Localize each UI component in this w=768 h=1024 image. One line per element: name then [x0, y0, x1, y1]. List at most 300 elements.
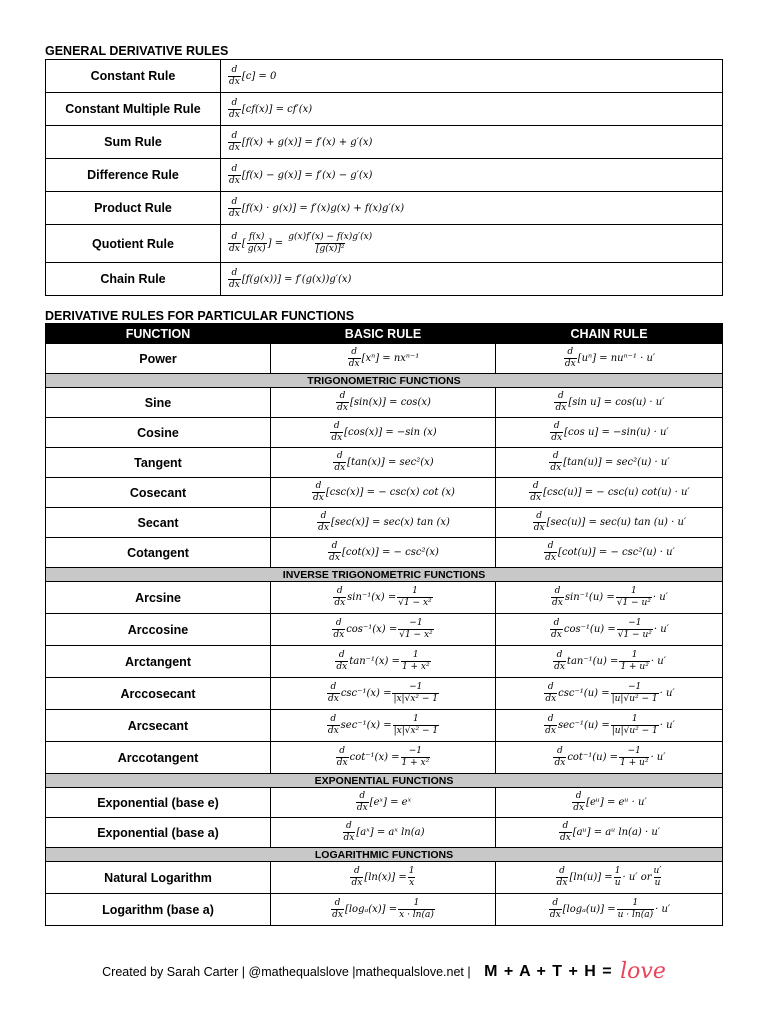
- fraction-numerator: d: [338, 650, 345, 660]
- fraction-numerator: d: [231, 232, 238, 242]
- inverse-trig-category-row: [46, 568, 723, 582]
- general-rule-row: [46, 126, 723, 159]
- fraction-numerator: d: [333, 421, 340, 431]
- formula: [528, 482, 689, 503]
- fraction-numerator: d: [330, 682, 337, 692]
- d-dx-operator: [327, 715, 340, 736]
- rule-label: Cosecant: [129, 485, 187, 500]
- formula-text: [cos u] = −sin(u) · u′: [564, 427, 669, 438]
- function-name-cell: [46, 894, 271, 926]
- fraction-denominator: dx: [229, 76, 240, 87]
- basic-rule-cell: [271, 862, 496, 894]
- fraction-numerator: d: [359, 791, 366, 801]
- category-label: LOGARITHMIC FUNCTIONS: [314, 848, 454, 861]
- fraction: [616, 587, 652, 608]
- formula-lhs: [logₐ(u)] =: [562, 904, 616, 915]
- d-dx-operator: [551, 587, 564, 608]
- fraction-numerator: 1: [413, 714, 419, 724]
- fraction-numerator: −1: [627, 746, 641, 756]
- formula-text: [cos(x)] = −sin (x): [344, 427, 437, 438]
- rule-label: Quotient Rule: [92, 236, 174, 251]
- function-name-cell: [46, 818, 271, 848]
- rule-name-cell: [46, 263, 221, 296]
- fraction-numerator: d: [556, 650, 563, 660]
- fraction-numerator: d: [231, 196, 238, 207]
- function-name-cell: [46, 678, 271, 710]
- fraction-denominator: dx: [351, 878, 363, 888]
- formula-lhs: [logₐ(x)] =: [344, 904, 398, 915]
- fraction-numerator: d: [553, 618, 560, 628]
- rule-label: Exponential (base a): [97, 825, 219, 840]
- rule-label: Power: [139, 351, 177, 366]
- fraction-denominator: dx: [229, 109, 240, 120]
- rule-formula: $\frac{d}{dx}$ [ $\frac{f(x)}{g(x)}$ ] = $\frac{g(x)f'(x) - f(x)g'(x)}{\text{[g(x)]²}}$: [229, 232, 373, 254]
- rule-formula-cell: [221, 93, 723, 126]
- formula: [342, 822, 425, 843]
- fraction-denominator: x: [409, 878, 415, 888]
- function-row: [46, 448, 723, 478]
- category-cell: [46, 848, 723, 862]
- fraction-denominator: dx: [545, 694, 557, 704]
- rule-label: Exponential (base e): [97, 795, 219, 810]
- fraction-numerator: d: [547, 541, 554, 551]
- fraction-numerator: d: [231, 163, 238, 174]
- rule-label: Chain Rule: [100, 272, 166, 286]
- formula: [543, 715, 675, 736]
- chain-rule-cell: [496, 448, 723, 478]
- d-dx-operator: [228, 269, 241, 290]
- d-dx-operator: [228, 165, 241, 186]
- formula-lhs: tan⁻¹(u) =: [566, 656, 619, 667]
- d-dx-operator: [228, 99, 241, 120]
- fraction-numerator: d: [354, 866, 360, 876]
- fraction-numerator: d: [336, 586, 343, 596]
- column-header-row: [46, 324, 723, 344]
- formula: [555, 867, 664, 888]
- fraction-numerator: d: [320, 511, 327, 521]
- fraction-denominator: dx: [336, 758, 348, 768]
- fraction: [653, 867, 663, 888]
- fraction-denominator: dx: [559, 833, 571, 843]
- formula-tail: · u′: [653, 624, 669, 635]
- function-row: [46, 582, 723, 614]
- fraction-numerator: d: [559, 866, 565, 876]
- formula-tail: · u′: [659, 688, 675, 699]
- fraction-numerator: d: [547, 682, 554, 692]
- fraction-numerator: d: [554, 586, 561, 596]
- formula: [327, 542, 439, 563]
- fraction-denominator: dx: [551, 433, 563, 443]
- function-name-cell: [46, 788, 271, 818]
- fraction-denominator: √1 − u²: [617, 630, 652, 640]
- formula-mid: · u′ or: [622, 872, 652, 883]
- fraction-numerator: d: [335, 618, 342, 628]
- fraction-numerator: 1: [614, 866, 621, 876]
- formula: [549, 619, 669, 640]
- rule-label: Constant Multiple Rule: [65, 102, 201, 116]
- d-dx-operator: [572, 792, 585, 813]
- formula: [543, 542, 675, 563]
- d-dx-operator: [556, 867, 569, 888]
- formula: [571, 792, 646, 813]
- d-dx-operator: [333, 587, 346, 608]
- rule-formula: [227, 132, 372, 153]
- function-row: [46, 818, 723, 848]
- fraction-denominator: dx: [550, 463, 562, 473]
- function-row: [46, 614, 723, 646]
- formula: [550, 587, 668, 608]
- column-header: [46, 324, 271, 344]
- fraction-denominator: |u|√u² − 1: [611, 694, 658, 704]
- function-name-cell: [46, 344, 271, 374]
- fraction-denominator: dx: [552, 598, 563, 608]
- footer-credit: Created by Sarah Carter | @mathequalslove |mathequalslove.net |: [102, 964, 471, 979]
- rule-label: Logarithm (base a): [102, 902, 214, 917]
- fraction-denominator: |x|√x² − 1: [393, 726, 439, 736]
- fraction-denominator: dx: [229, 279, 240, 290]
- rule-label: Sine: [144, 395, 172, 410]
- d-dx-operator: [544, 542, 557, 563]
- fraction-denominator: dx: [327, 694, 339, 704]
- rule-label: Arccosecant: [120, 686, 196, 701]
- fraction-numerator: 1: [632, 898, 639, 908]
- fraction-numerator: 1: [631, 714, 638, 724]
- rule-label: Arctangent: [125, 654, 191, 669]
- fraction-numerator: 1: [631, 650, 638, 660]
- basic-rule-cell: [271, 448, 496, 478]
- trig-category-row: [46, 374, 723, 388]
- formula-lhs: csc⁻¹(u) =: [558, 688, 610, 699]
- rule-formula-cell: [221, 126, 723, 159]
- formula-text: [csc(u)] = − csc(u) cot(u) · u′: [543, 487, 690, 498]
- formula-lhs: [ln(u)] =: [569, 872, 613, 883]
- formula-text: [xⁿ] = nxⁿ⁻¹: [361, 353, 420, 364]
- rule-name-cell: [46, 60, 221, 93]
- fraction-numerator: d: [231, 97, 238, 108]
- fraction-numerator: d: [553, 421, 560, 431]
- fraction-denominator: dx: [551, 630, 562, 640]
- rule-label: Secant: [137, 515, 179, 530]
- formula-text: [tan(u)] = sec²(u) · u′: [563, 457, 670, 468]
- d-dx-operator: [336, 392, 349, 413]
- formula: [548, 899, 670, 920]
- fraction-numerator: d: [231, 267, 238, 278]
- formula-text: [aˣ] = aˣ ln(a): [356, 827, 425, 838]
- chain-rule-cell: [496, 710, 723, 742]
- formula-text: [cot(u)] = − csc²(u) · u′: [558, 547, 675, 558]
- fraction: [619, 651, 649, 672]
- column-header-label: CHAIN RULE: [570, 326, 648, 341]
- formula-text: [f(g(x))] = f′(g(x))g′(x): [241, 273, 352, 285]
- fraction-numerator: d: [562, 821, 569, 831]
- fraction-denominator: dx: [348, 359, 360, 369]
- formula-lhs: cot⁻¹(u) =: [567, 752, 619, 763]
- fraction-denominator: [g(x)]²: [315, 244, 345, 254]
- particular-rules-table: [45, 323, 723, 926]
- fraction: [617, 619, 653, 640]
- rule-label: Product Rule: [94, 201, 172, 215]
- category-cell: [46, 774, 723, 788]
- fraction-denominator: dx: [229, 142, 240, 153]
- column-header-label: FUNCTION: [125, 326, 191, 341]
- general-rule-row: [46, 93, 723, 126]
- formula: [349, 867, 416, 888]
- fraction-numerator: −1: [408, 746, 423, 756]
- function-name-cell: [46, 478, 271, 508]
- fraction-numerator: d: [547, 714, 554, 724]
- formula-tail: · u′: [652, 592, 668, 603]
- function-name-cell: [46, 862, 271, 894]
- basic-rule-cell: [271, 538, 496, 568]
- formula: [335, 747, 431, 768]
- formula-tail: · u′: [650, 752, 666, 763]
- rule-label: Constant Rule: [90, 69, 176, 83]
- fraction-denominator: dx: [556, 878, 568, 888]
- formula-tail: · u′: [659, 720, 675, 731]
- d-dx-operator: [529, 482, 542, 503]
- chain-rule-cell: [496, 894, 723, 926]
- fraction-denominator: dx: [229, 244, 240, 254]
- chain-rule-cell: [496, 788, 723, 818]
- rule-formula: [227, 198, 404, 219]
- general-rules-table: [45, 59, 723, 296]
- fraction-numerator: 1: [630, 586, 637, 596]
- fraction: [398, 899, 435, 920]
- fraction-numerator: u′: [653, 866, 662, 876]
- fraction-denominator: u: [614, 878, 621, 888]
- function-row: [46, 344, 723, 374]
- formula-tail: · u′: [655, 904, 671, 915]
- formula: [543, 683, 674, 704]
- rule-formula-cell: [221, 225, 723, 263]
- formula-lhs: [ln(x)] =: [364, 872, 407, 883]
- d-dx-operator: [554, 392, 567, 413]
- fraction: [398, 619, 433, 640]
- formula-lhs: sin⁻¹(x) =: [347, 592, 397, 603]
- fraction-denominator: dx: [318, 523, 329, 533]
- rule-formula-cell: [221, 60, 723, 93]
- basic-rule-cell: [271, 614, 496, 646]
- fraction-denominator: dx: [554, 662, 565, 672]
- formula-lhs: sec⁻¹(u) =: [558, 720, 610, 731]
- d-dx-operator: [343, 822, 356, 843]
- rule-label: Cosine: [137, 425, 179, 440]
- fraction: [619, 747, 649, 768]
- general-rule-row: [46, 159, 723, 192]
- chain-rule-cell: [496, 418, 723, 448]
- basic-rule-cell: [271, 710, 496, 742]
- formula-text: [sec(u)] = sec(u) tan (u) · u′: [546, 517, 687, 528]
- d-dx-operator: [228, 66, 241, 87]
- category-label: EXPONENTIAL FUNCTIONS: [314, 774, 454, 787]
- d-dx-operator: [549, 899, 562, 920]
- fraction-denominator: dx: [343, 833, 355, 843]
- chain-rule-cell: [496, 538, 723, 568]
- fraction-numerator: d: [532, 481, 539, 491]
- d-dx-operator: [356, 792, 369, 813]
- formula-text: [f(x) − g(x)] = f′(x) − g′(x): [241, 169, 373, 181]
- formula-text: [sin(x)] = cos(x): [349, 397, 431, 408]
- formula-text: [tan(x)] = sec²(x): [347, 457, 434, 468]
- fraction-denominator: dx: [332, 910, 343, 920]
- rule-formula: [227, 165, 372, 186]
- general-rules-heading: GENERAL DERIVATIVE RULES: [45, 44, 229, 58]
- formula: [558, 822, 660, 843]
- basic-rule-cell: [271, 478, 496, 508]
- formula: [332, 452, 433, 473]
- exponential-category-row: [46, 774, 723, 788]
- formula: [553, 392, 664, 413]
- basic-rule-cell: [271, 742, 496, 774]
- fraction-denominator: dx: [555, 403, 567, 413]
- d-dx-operator: [335, 651, 348, 672]
- basic-rule-cell: [271, 818, 496, 848]
- rule-name-cell: [46, 126, 221, 159]
- rule-name-cell: [46, 93, 221, 126]
- fraction-denominator: dx: [545, 553, 557, 563]
- formula-lhs: tan⁻¹(x) =: [349, 656, 400, 667]
- fraction-numerator: d: [552, 451, 559, 461]
- fraction-denominator: √1 − u²: [616, 598, 651, 608]
- fraction-numerator: d: [231, 130, 238, 141]
- formula-lhs: csc⁻¹(x) =: [340, 688, 392, 699]
- fraction-denominator: u: [654, 878, 661, 888]
- column-header: [271, 324, 496, 344]
- fraction-denominator: dx: [229, 175, 240, 186]
- formula-lhs: sec⁻¹(x) =: [340, 720, 392, 731]
- formula-text: [aᵘ] = aᵘ ln(a) · u′: [572, 827, 661, 838]
- chain-rule-cell: [496, 742, 723, 774]
- function-row: [46, 478, 723, 508]
- chain-rule-cell: [496, 582, 723, 614]
- fraction-numerator: d: [557, 746, 563, 756]
- rule-name-cell: [46, 192, 221, 225]
- function-name-cell: [46, 742, 271, 774]
- rule-label: Arcsecant: [127, 718, 189, 733]
- chain-rule-cell: [496, 614, 723, 646]
- d-dx-operator: [348, 348, 361, 369]
- fraction-numerator: d: [231, 64, 238, 75]
- fraction-numerator: d: [552, 898, 559, 908]
- function-name-cell: [46, 418, 271, 448]
- d-dx-operator: [350, 867, 363, 888]
- chain-rule-cell: [496, 862, 723, 894]
- function-row: [46, 678, 723, 710]
- formula-text: [c] = 0: [241, 70, 277, 82]
- rule-label: Natural Logarithm: [104, 870, 212, 885]
- rule-name-cell: [46, 159, 221, 192]
- category-label: INVERSE TRIGONOMETRIC FUNCTIONS: [282, 568, 486, 581]
- function-row: [46, 418, 723, 448]
- function-name-cell: [46, 508, 271, 538]
- formula-text: [f(x) · g(x)] = f′(x)g(x) + f(x)g′(x): [241, 202, 405, 214]
- function-name-cell: [46, 448, 271, 478]
- formula: [326, 715, 440, 736]
- function-row: [46, 862, 723, 894]
- fraction-denominator: dx: [313, 493, 324, 503]
- fraction-numerator: d: [336, 451, 343, 461]
- formula-text: [cot(x)] = − csc²(x): [341, 547, 439, 558]
- fraction: [611, 683, 659, 704]
- rule-formula-cell: [221, 263, 723, 296]
- fraction-numerator: 1: [412, 586, 418, 596]
- fraction-denominator: dx: [356, 803, 368, 813]
- d-dx-operator: [312, 482, 325, 503]
- formula-text: [cf(x)] = cf′(x): [241, 103, 313, 115]
- fraction-denominator: 1 + x²: [401, 758, 430, 768]
- column-header-label: BASIC RULE: [344, 326, 422, 341]
- basic-rule-cell: [271, 788, 496, 818]
- fraction-denominator: 1 + x²: [401, 662, 430, 672]
- fraction-numerator: f(x): [248, 232, 265, 242]
- d-dx-operator: [330, 422, 343, 443]
- fraction: [617, 899, 654, 920]
- function-row: [46, 508, 723, 538]
- fraction-denominator: dx: [337, 403, 348, 413]
- category-cell: [46, 374, 723, 388]
- d-dx-operator: [228, 132, 241, 153]
- rule-formula-cell: [221, 159, 723, 192]
- fraction-denominator: dx: [533, 523, 545, 533]
- formula-lhs: sin⁻¹(u) =: [564, 592, 615, 603]
- fraction-numerator: d: [315, 481, 322, 491]
- fraction-numerator: d: [339, 391, 346, 401]
- fraction: [392, 683, 439, 704]
- rule-formula: [227, 269, 351, 290]
- rule-label: Difference Rule: [87, 168, 179, 182]
- d-dx-operator: [553, 651, 566, 672]
- formula: [548, 452, 669, 473]
- fraction-denominator: 1 + u²: [620, 758, 649, 768]
- formula: [329, 422, 436, 443]
- formula-text: [eᵘ] = eᵘ · u′: [586, 797, 647, 808]
- fraction-denominator: dx: [336, 662, 348, 672]
- fraction: [397, 587, 432, 608]
- chain-rule-cell: [496, 818, 723, 848]
- fraction-numerator: d: [346, 821, 352, 831]
- formula: [330, 899, 436, 920]
- general-rule-row: [46, 263, 723, 296]
- fraction: [614, 867, 622, 888]
- formula: [316, 512, 450, 533]
- formula-lhs: cos⁻¹(u) =: [563, 624, 616, 635]
- formula: [335, 392, 431, 413]
- category-label: TRIGONOMETRIC FUNCTIONS: [307, 374, 461, 387]
- fraction: [247, 233, 267, 254]
- basic-rule-cell: [271, 678, 496, 710]
- fraction: [401, 651, 431, 672]
- fraction-denominator: dx: [327, 726, 339, 736]
- fraction-numerator: g(x)f′(x) − f(x)g′(x): [288, 232, 373, 242]
- d-dx-operator: [549, 452, 562, 473]
- basic-rule-cell: [271, 418, 496, 448]
- formula: [311, 482, 455, 503]
- formula: [552, 651, 666, 672]
- formula: [532, 512, 686, 533]
- fraction-denominator: dx: [549, 910, 561, 920]
- formula: [334, 651, 431, 672]
- function-name-cell: [46, 582, 271, 614]
- general-rule-row: [46, 192, 723, 225]
- formula-text: [uⁿ] = nuⁿ⁻¹ · u′: [577, 353, 656, 364]
- fraction-denominator: dx: [229, 208, 240, 219]
- fraction-numerator: d: [567, 347, 574, 357]
- fraction-denominator: dx: [573, 803, 585, 813]
- reference-sheet: [45, 44, 722, 926]
- d-dx-operator: [550, 619, 563, 640]
- rule-label: Sum Rule: [104, 135, 162, 149]
- formula: [552, 747, 665, 768]
